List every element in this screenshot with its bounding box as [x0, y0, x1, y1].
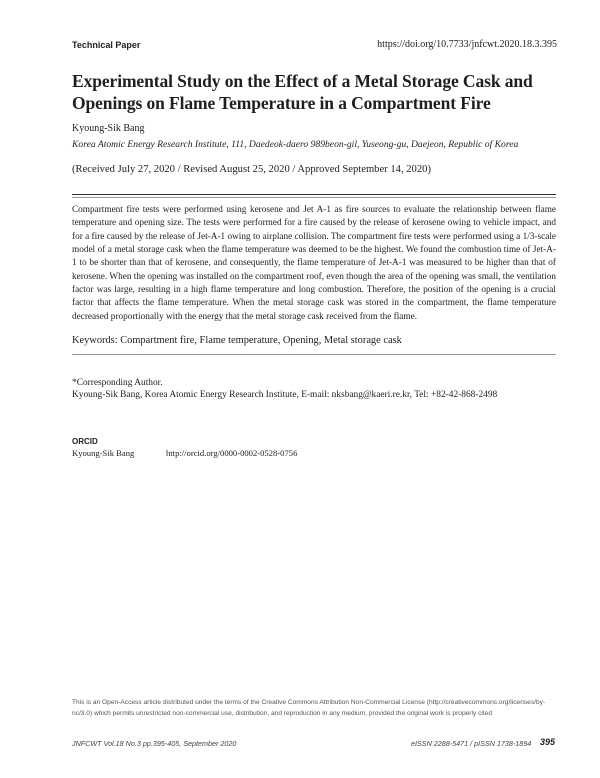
corresponding-author-label: *Corresponding Author.: [72, 378, 163, 388]
submission-dates: (Received July 27, 2020 / Revised August 25, 2020 / Approved September 14, 2020): [72, 164, 431, 175]
orcid-link[interactable]: http://orcid.org/0000-0002-0528-0756: [166, 448, 298, 458]
orcid-heading: ORCID: [72, 437, 98, 446]
page-number: 395: [540, 737, 556, 747]
paper-type-label: Technical Paper: [72, 40, 141, 50]
abstract-top-rule: [72, 194, 556, 195]
author-name: Kyoung-Sik Bang: [72, 123, 145, 134]
keywords: Keywords: Compartment fire, Flame temperature, Opening, Metal storage cask: [72, 335, 402, 346]
article-title: Experimental Study on the Effect of a Metal Storage Cask and Openings on Flame Temperature in a Compartment Fire: [72, 71, 533, 113]
doi-link[interactable]: https://doi.org/10.7733/jnfcwt.2020.18.3.395: [377, 39, 557, 50]
journal-citation: JNFCWT Vol.18 No.3 pp.395-405, September 2020: [72, 739, 237, 748]
abstract-bottom-rule: [72, 354, 556, 355]
license-notice: This is an Open-Access article distributed under the terms of the Creative Commons Attribution Non-Commercial License (http://creativecommons.org/licenses/by-nc/3.0) which permits unrestricted non-commercial use, distribution, and reproduction in any medium, provided the original work is properly cited: [72, 699, 546, 717]
abstract-top-subrule: [72, 197, 556, 198]
issn-info: eISSN 2288-5471 / pISSN 1738-1894: [411, 739, 532, 748]
author-affiliation: Korea Atomic Energy Research Institute, 111, Daedeok-daero 989beon-gil, Yuseong-gu, Daejeon, Republic of Korea: [72, 139, 519, 150]
orcid-author-name: Kyoung-Sik Bang: [72, 448, 135, 458]
abstract-text: Compartment fire tests were performed using kerosene and Jet A-1 as fire sources to evaluate the relationship between flame temperature and opening size. The tests were performed for a fire caused by the release of kerosene owing to vehicle impact, and for a fire caused by the release of Jet-A-1 owing to airplane collision. The compartment fire tests were performed using a 1/3-scale model of a metal storage cask when the flame temperature was deemed to be the highest. We found the combustion time of Jet-A-1 to be shorter than that of kerosene, and consequently, the flame temperature of Jet-A-1 was measured to be higher than that of kerosene. When the opening was installed on the compartment roof, even though the area of the opening was small, the ventilation factor was large, resulting in a high flame temperature and long combustion. Therefore, the position of the opening is a crucial factor that affects the flame temperature. When the metal storage cask was stored in the compartment, the flame temperature decreased proportionally with the energy that the metal storage cask received from the flame.: [72, 205, 556, 322]
corresponding-author-details: Kyoung-Sik Bang, Korea Atomic Energy Research Institute, E-mail: nksbang@kaeri.re.kr, Tel: +82-42-868-2498: [72, 390, 498, 400]
